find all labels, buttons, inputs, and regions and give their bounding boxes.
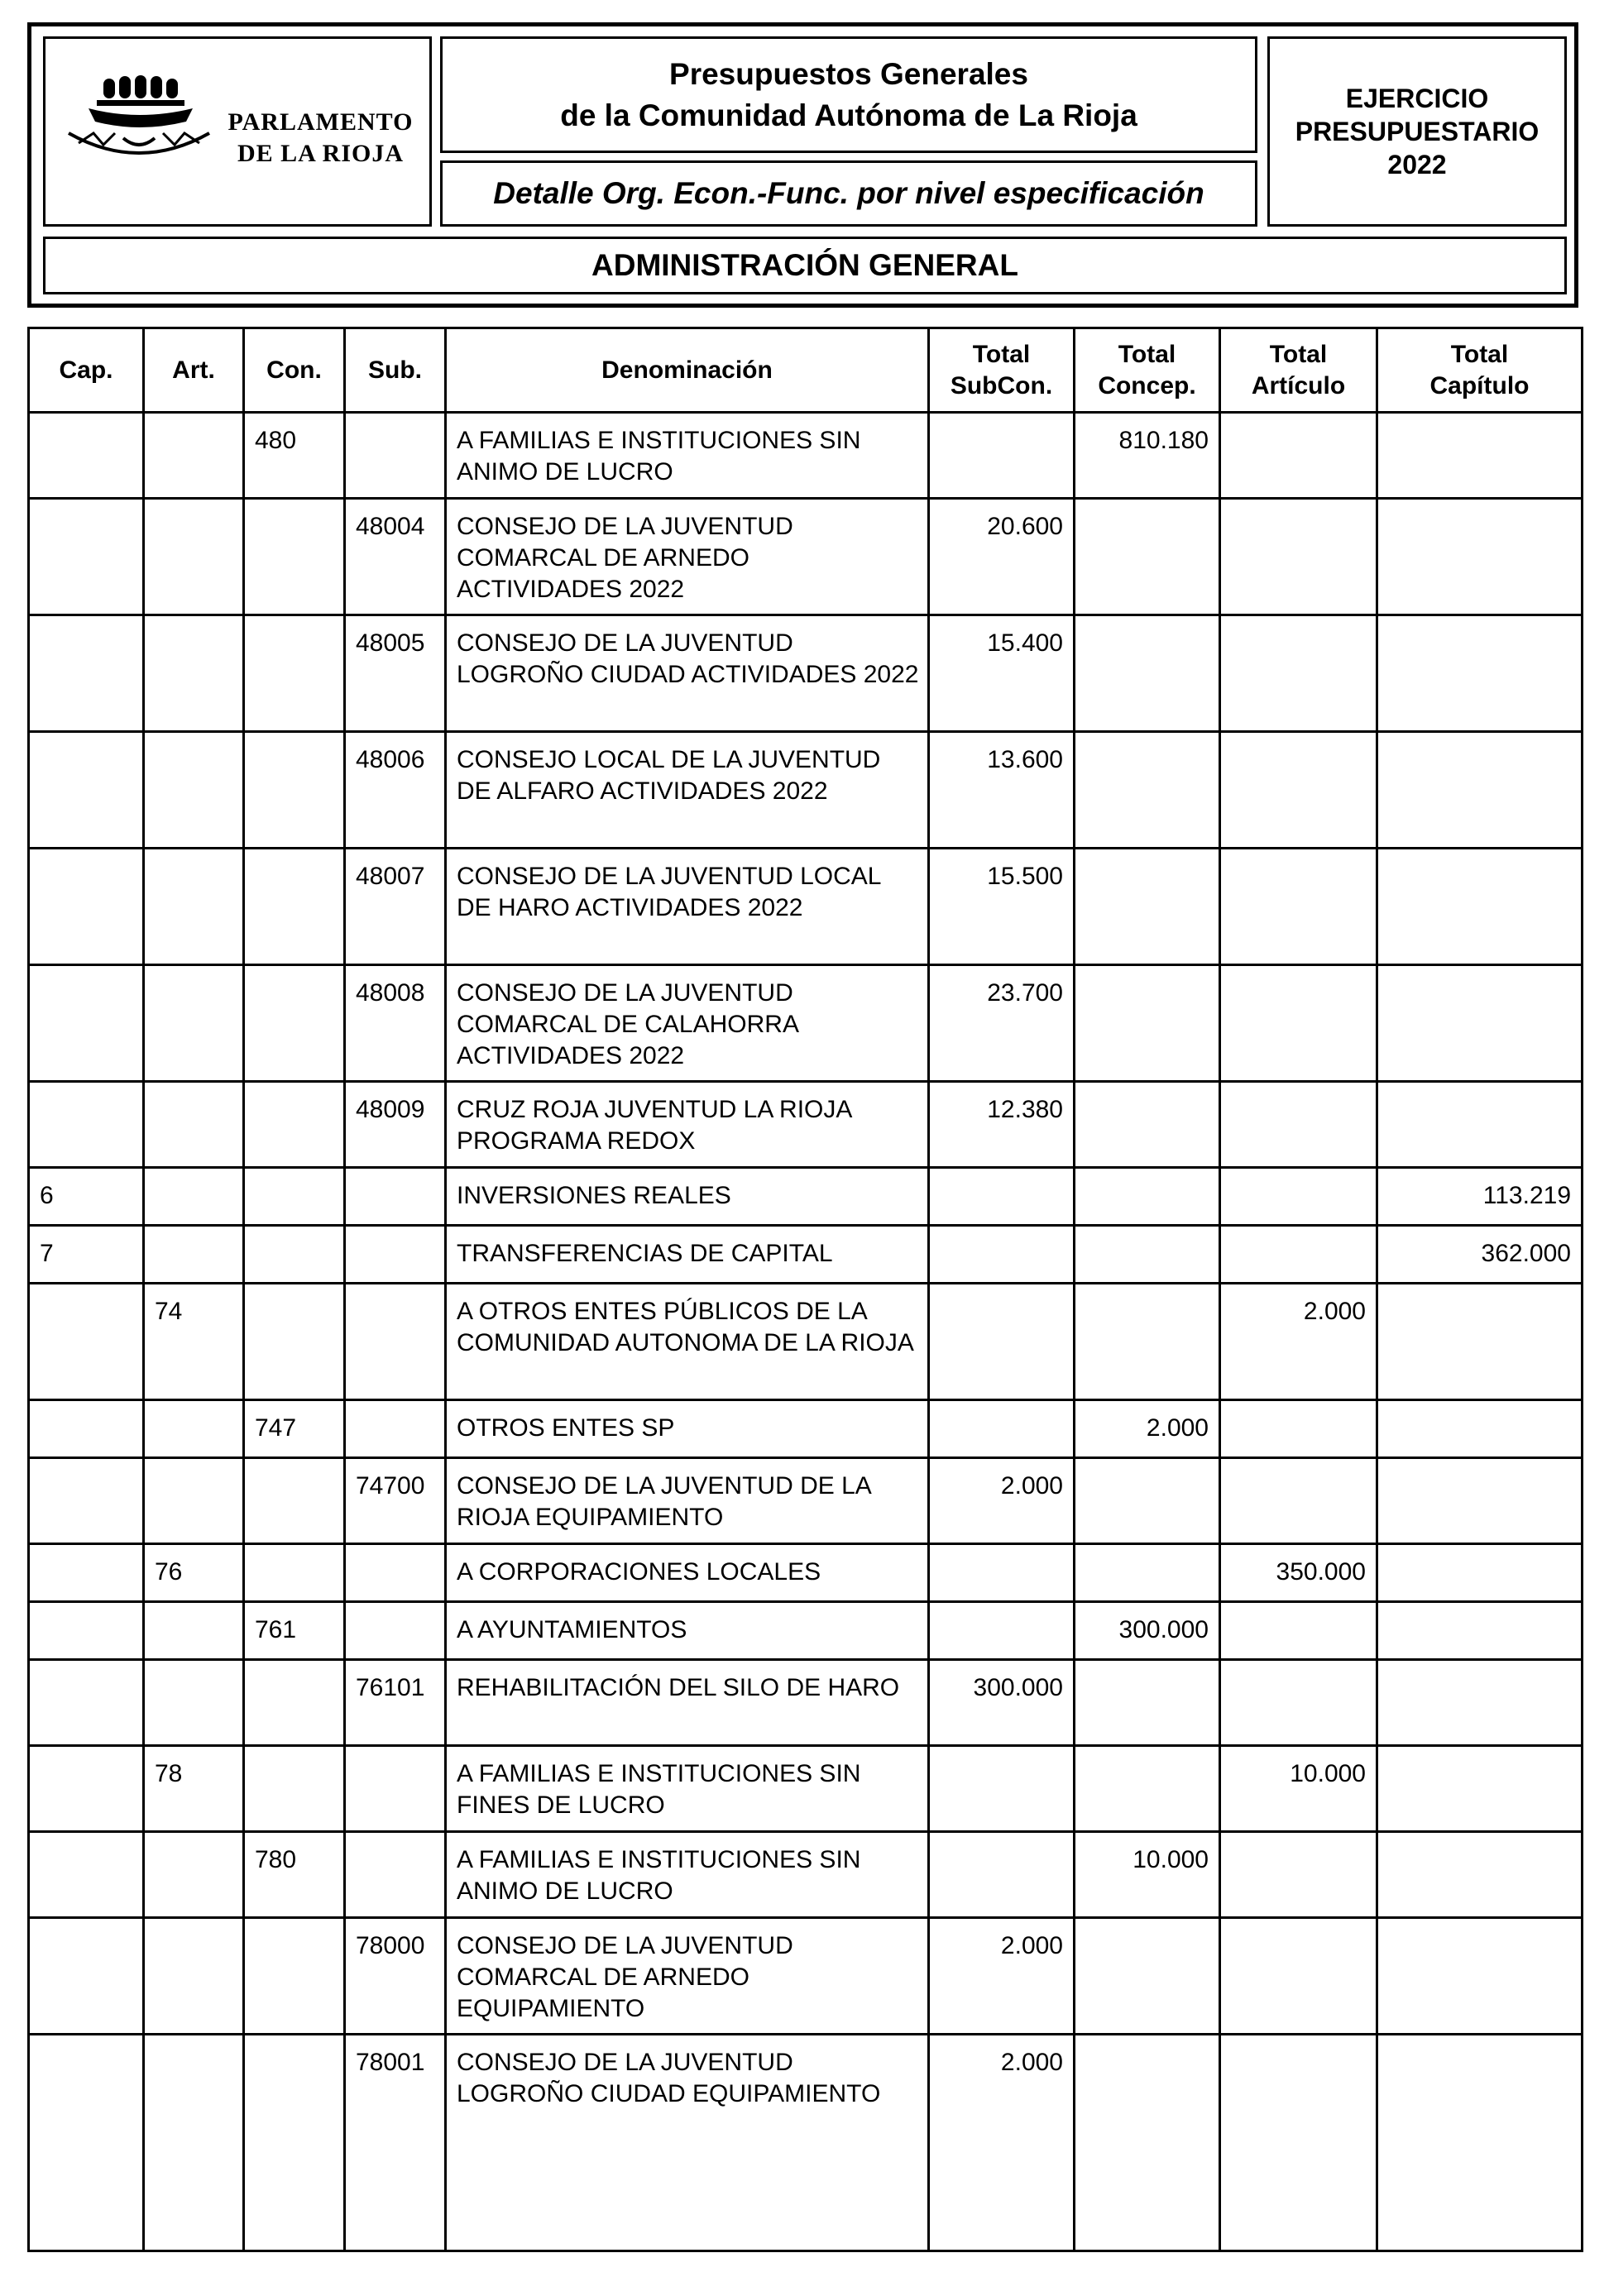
cell-concep [1075,615,1220,732]
cell-capitulo [1377,413,1583,499]
cell-sub: 48004 [345,499,446,615]
cell-articulo: 10.000 [1220,1746,1377,1832]
cell-cap [29,1400,144,1458]
table-row [29,1226,1583,1284]
cell-articulo [1220,1918,1377,2035]
cell-articulo [1220,1400,1377,1458]
cell-sub [345,1226,446,1284]
cell-art [144,499,244,615]
document-subtitle: Detalle Org. Econ.-Func. por nivel especificación [440,160,1257,227]
cell-capitulo [1377,965,1583,1082]
cell-den: OTROS ENTES SP [446,1400,929,1458]
cell-den: CONSEJO DE LA JUVENTUD COMARCAL DE ARNEDO EQUIPAMIENTO [446,1918,929,2035]
cell-concep: 10.000 [1075,1832,1220,1918]
cell-subcon: 12.380 [929,1082,1075,1168]
cell-sub: 78000 [345,1918,446,2035]
cell-subcon [929,1544,1075,1602]
cell-cap [29,1082,144,1168]
cell-con [244,1458,345,1544]
cell-cap [29,1660,144,1746]
cell-art [144,1660,244,1746]
table-row [29,413,1583,499]
cell-con: 761 [244,1602,345,1660]
cell-sub [345,1832,446,1918]
cell-concep [1075,1660,1220,1746]
cell-sub [345,1168,446,1226]
cell-articulo [1220,1660,1377,1746]
cell-articulo: 350.000 [1220,1544,1377,1602]
cell-articulo [1220,1168,1377,1226]
cell-cap [29,1544,144,1602]
cell-art [144,1602,244,1660]
ejercicio-year: 2022 [1387,150,1447,179]
cell-cap [29,615,144,732]
table-row [29,1458,1583,1544]
cell-subcon: 15.500 [929,849,1075,965]
document-title [440,36,1257,153]
cell-den: A FAMILIAS E INSTITUCIONES SIN FINES DE LUCRO [446,1746,929,1832]
cell-con [244,2035,345,2251]
cell-articulo [1220,1082,1377,1168]
cell-concep [1075,732,1220,849]
cell-con [244,965,345,1082]
table-row [29,1746,1583,1832]
cell-subcon: 300.000 [929,1660,1075,1746]
cell-articulo: 2.000 [1220,1284,1377,1400]
parliament-name-line2: DE LA RIOJA [237,140,405,167]
cell-den: A FAMILIAS E INSTITUCIONES SIN ANIMO DE LUCRO [446,1832,929,1918]
cell-art [144,1458,244,1544]
cell-capitulo [1377,1458,1583,1544]
cell-con [244,1284,345,1400]
col-denominacion: Denominación [446,328,929,413]
cell-cap [29,849,144,965]
col-total-concep [1075,328,1220,413]
cell-den: INVERSIONES REALES [446,1168,929,1226]
cell-capitulo [1377,1400,1583,1458]
cell-den: CONSEJO LOCAL DE LA JUVENTUD DE ALFARO ACTIVIDADES 2022 [446,732,929,849]
col-total-articulo [1220,328,1377,413]
parliament-logo-icon [60,72,218,179]
cell-sub: 48006 [345,732,446,849]
col-total-capitulo-line2: Capítulo [1429,371,1530,399]
table-row [29,732,1583,849]
table-row [29,1918,1583,2035]
cell-subcon [929,1400,1075,1458]
cell-subcon: 2.000 [929,2035,1075,2251]
cell-cap [29,413,144,499]
cell-concep: 810.180 [1075,413,1220,499]
cell-den: A CORPORACIONES LOCALES [446,1544,929,1602]
cell-concep: 300.000 [1075,1602,1220,1660]
cell-articulo [1220,732,1377,849]
cell-sub: 48008 [345,965,446,1082]
cell-capitulo [1377,1544,1583,1602]
col-total-articulo-line2: Artículo [1251,371,1346,399]
cell-subcon [929,1832,1075,1918]
cell-sub: 74700 [345,1458,446,1544]
cell-den: CONSEJO DE LA JUVENTUD LOGROÑO CIUDAD ACTIVIDADES 2022 [446,615,929,732]
cell-cap [29,1284,144,1400]
cell-capitulo [1377,1918,1583,2035]
table-body [29,413,1583,2251]
cell-subcon: 2.000 [929,1918,1075,2035]
cell-den: A OTROS ENTES PÚBLICOS DE LA COMUNIDAD AUTONOMA DE LA RIOJA [446,1284,929,1400]
cell-cap [29,1458,144,1544]
col-total-subcon-line2: SubCon. [950,371,1053,399]
parliament-name [219,107,422,170]
cell-den: A AYUNTAMIENTOS [446,1602,929,1660]
cell-cap: 7 [29,1226,144,1284]
cell-concep [1075,1082,1220,1168]
cell-capitulo [1377,1602,1583,1660]
cell-art [144,732,244,849]
cell-concep [1075,1544,1220,1602]
col-cap: Cap. [29,328,144,413]
col-con: Con. [244,328,345,413]
cell-con [244,1082,345,1168]
cell-capitulo [1377,1082,1583,1168]
cell-den: CONSEJO DE LA JUVENTUD LOCAL DE HARO ACTIVIDADES 2022 [446,849,929,965]
cell-cap [29,499,144,615]
cell-sub: 48007 [345,849,446,965]
cell-art [144,1918,244,2035]
table-row [29,1832,1583,1918]
cell-art [144,965,244,1082]
cell-subcon [929,1602,1075,1660]
cell-art: 76 [144,1544,244,1602]
cell-sub: 48009 [345,1082,446,1168]
cell-cap [29,1918,144,2035]
cell-articulo [1220,1458,1377,1544]
cell-con: 480 [244,413,345,499]
cell-concep [1075,849,1220,965]
cell-subcon: 15.400 [929,615,1075,732]
cell-con [244,1660,345,1746]
document-header [27,22,1578,308]
col-total-subcon-line1: Total [972,340,1031,368]
cell-den: A FAMILIAS E INSTITUCIONES SIN ANIMO DE LUCRO [446,413,929,499]
cell-con [244,499,345,615]
cell-art [144,1082,244,1168]
col-total-subcon [929,328,1075,413]
cell-capitulo [1377,1284,1583,1400]
cell-sub [345,1746,446,1832]
cell-sub [345,1284,446,1400]
col-total-concep-line2: Concep. [1098,371,1196,399]
cell-capitulo [1377,732,1583,849]
cell-articulo [1220,2035,1377,2251]
cell-art [144,2035,244,2251]
title-line2: de la Comunidad Autónoma de La Rioja [560,98,1137,132]
cell-cap [29,1746,144,1832]
cell-den: CONSEJO DE LA JUVENTUD COMARCAL DE ARNEDO ACTIVIDADES 2022 [446,499,929,615]
cell-capitulo [1377,1660,1583,1746]
cell-articulo [1220,1602,1377,1660]
cell-capitulo [1377,499,1583,615]
cell-cap [29,732,144,849]
cell-con: 747 [244,1400,345,1458]
cell-sub: 76101 [345,1660,446,1746]
cell-con [244,1544,345,1602]
col-total-articulo-line1: Total [1269,340,1328,368]
cell-sub [345,1400,446,1458]
cell-concep [1075,1746,1220,1832]
cell-con [244,615,345,732]
cell-concep [1075,1918,1220,2035]
col-total-concep-line1: Total [1118,340,1176,368]
cell-articulo [1220,1832,1377,1918]
cell-articulo [1220,615,1377,732]
cell-den: CONSEJO DE LA JUVENTUD COMARCAL DE CALAHORRA ACTIVIDADES 2022 [446,965,929,1082]
table-row [29,1602,1583,1660]
cell-sub: 78001 [345,2035,446,2251]
table-row [29,615,1583,732]
cell-den: CONSEJO DE LA JUVENTUD LOGROÑO CIUDAD EQUIPAMIENTO [446,2035,929,2251]
cell-den: CONSEJO DE LA JUVENTUD DE LA RIOJA EQUIPAMIENTO [446,1458,929,1544]
cell-den: REHABILITACIÓN DEL SILO DE HARO [446,1660,929,1746]
cell-subcon [929,1226,1075,1284]
cell-con [244,1918,345,2035]
cell-concep [1075,499,1220,615]
cell-subcon [929,1284,1075,1400]
cell-sub: 48005 [345,615,446,732]
col-total-capitulo [1377,328,1583,413]
cell-sub [345,1544,446,1602]
cell-art: 74 [144,1284,244,1400]
cell-art [144,615,244,732]
cell-concep [1075,1168,1220,1226]
table-row [29,1082,1583,1168]
cell-articulo [1220,499,1377,615]
cell-art [144,1832,244,1918]
cell-articulo [1220,849,1377,965]
cell-subcon: 23.700 [929,965,1075,1082]
cell-subcon: 2.000 [929,1458,1075,1544]
col-total-capitulo-line1: Total [1450,340,1509,368]
cell-subcon [929,413,1075,499]
cell-sub [345,1602,446,1660]
cell-cap [29,965,144,1082]
table-header [29,328,1583,413]
cell-art [144,413,244,499]
cell-subcon: 20.600 [929,499,1075,615]
table-row [29,1400,1583,1458]
fiscal-year-box [1267,36,1567,227]
cell-art [144,1400,244,1458]
section-title: ADMINISTRACIÓN GENERAL [43,237,1567,294]
cell-cap [29,1832,144,1918]
cell-concep: 2.000 [1075,1400,1220,1458]
cell-capitulo [1377,849,1583,965]
table-row [29,965,1583,1082]
table-row [29,2035,1583,2251]
title-line1: Presupuestos Generales [669,56,1028,91]
cell-concep [1075,1458,1220,1544]
table-row [29,1284,1583,1400]
cell-art: 78 [144,1746,244,1832]
cell-con [244,1226,345,1284]
cell-cap [29,2035,144,2251]
cell-con [244,849,345,965]
cell-con [244,1168,345,1226]
cell-cap: 6 [29,1168,144,1226]
table-row [29,499,1583,615]
cell-den: TRANSFERENCIAS DE CAPITAL [446,1226,929,1284]
cell-capitulo [1377,1746,1583,1832]
cell-den: CRUZ ROJA JUVENTUD LA RIOJA PROGRAMA REDOX [446,1082,929,1168]
budget-table [27,327,1583,2252]
cell-subcon [929,1746,1075,1832]
cell-concep [1075,2035,1220,2251]
cell-capitulo [1377,615,1583,732]
cell-concep [1075,1284,1220,1400]
col-art: Art. [144,328,244,413]
parliament-name-line1: PARLAMENTO [227,108,414,136]
table-row [29,1544,1583,1602]
cell-articulo [1220,1226,1377,1284]
cell-subcon [929,1168,1075,1226]
table-row [29,1168,1583,1226]
cell-con [244,732,345,849]
cell-capitulo [1377,2035,1583,2251]
cell-capitulo: 113.219 [1377,1168,1583,1226]
logo-box [43,36,432,227]
cell-cap [29,1602,144,1660]
ejercicio-line1: EJERCICIO [1345,84,1489,113]
col-sub: Sub. [345,328,446,413]
cell-articulo [1220,965,1377,1082]
cell-capitulo [1377,1832,1583,1918]
table-row [29,1660,1583,1746]
cell-articulo [1220,413,1377,499]
cell-art [144,1226,244,1284]
cell-con: 780 [244,1832,345,1918]
cell-art [144,849,244,965]
ejercicio-line2: PRESUPUESTARIO [1295,117,1540,146]
table-row [29,849,1583,965]
cell-capitulo: 362.000 [1377,1226,1583,1284]
cell-sub [345,413,446,499]
cell-con [244,1746,345,1832]
cell-art [144,1168,244,1226]
cell-concep [1075,1226,1220,1284]
cell-concep [1075,965,1220,1082]
cell-subcon: 13.600 [929,732,1075,849]
